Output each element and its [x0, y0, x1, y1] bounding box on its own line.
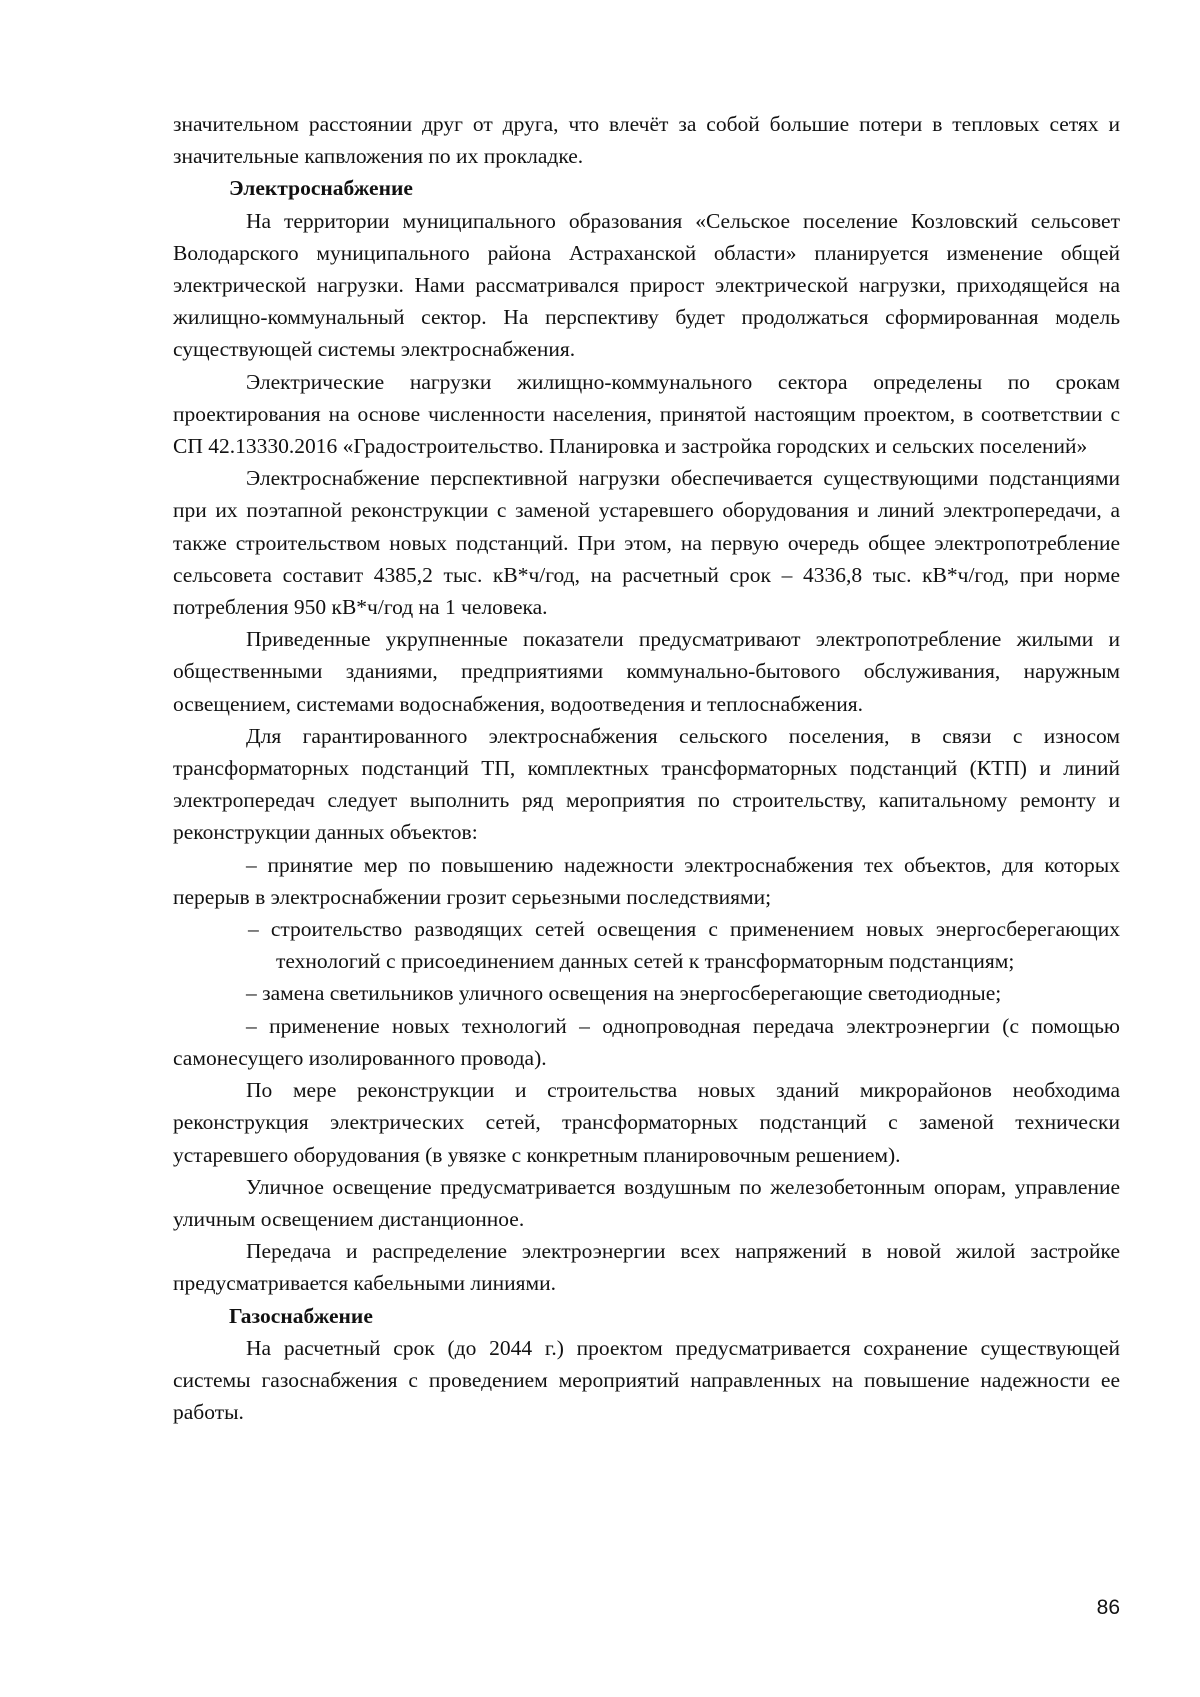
list-item-single-wire: – применение новых технологий – однопроводная передача электроэнергии (с помощью самонесущего изолированного провода).	[173, 1013, 1120, 1070]
list-item-lighting-networks: – строительство разводящих сетей освещения с применением новых энергосберегающих технологий с присоединением данных сетей к трансформаторным подстанциям;	[248, 917, 1120, 974]
paragraph-measures-intro: Для гарантированного электроснабжения сельского поселения, в связи с износом трансформаторных подстанций ТП, комплектных трансформаторных подстанций (КТП) и линий электропередач следует выполнить ряд мероприятия по строительству, капитальному ремонту и реконструкции данных объектов:	[173, 723, 1120, 845]
document-body	[173, 108, 1120, 1428]
list-item-reliability: – принятие мер по повышению надежности электроснабжения тех объектов, для которых перерыв в электроснабжении грозит серьезными последствиями;	[173, 852, 1120, 909]
paragraph-consumption: Электроснабжение перспективной нагрузки обеспечивается существующими подстанциями при их поэтапной реконструкции с заменой устаревшего оборудования и линий электропередачи, а также строительством новых подстанций. При этом, на первую очередь общее электропотребление сельсовета составит 4385,2 тыс. кВ*ч/год, на расчетный срок – 4336,8 тыс. кВ*ч/год, при норме потребления 950 кВ*ч/год на 1 человека.	[173, 466, 1120, 620]
paragraph-reconstruction: По мере реконструкции и строительства новых зданий микрорайонов необходима реконструкция электрических сетей, трансформаторных подстанций с заменой технически устаревшего оборудования (в увязке с конкретным планировочным решением).	[173, 1078, 1120, 1167]
list-item-led-replacement: – замена светильников уличного освещения на энергосберегающие светодиодные;	[246, 981, 1002, 1006]
paragraph-continuation: значительном расстоянии друг от друга, что влечёт за собой большие потери в тепловых сетях и значительные капвложения по их прокладке.	[173, 112, 1120, 169]
paragraph-load-change: На территории муниципального образования «Сельское поселение Козловский сельсовет Володарского муниципального района Астраханской области» планируется изменение общей электрической нагрузки. Нами рассматривался прирост электрической нагрузки, приходящейся на жилищно-коммунальный сектор. На перспективу будет продолжаться сформированная модель существующей системы электроснабжения.	[173, 208, 1120, 362]
page-number: 86	[1096, 1596, 1120, 1619]
paragraph-cable-lines: Передача и распределение электроэнергии всех напряжений в новой жилой застройке предусматривается кабельными линиями.	[173, 1239, 1120, 1296]
paragraph-street-lighting: Уличное освещение предусматривается воздушным по железобетонным опорам, управление уличным освещением дистанционное.	[173, 1174, 1120, 1231]
paragraph-load-norms: Электрические нагрузки жилищно-коммунального сектора определены по срокам проектирования на основе численности населения, принятой настоящим проектом, в соответствии с СП 42.13330.2016 «Градостроительство. Планировка и застройка городских и сельских поселений»	[173, 369, 1120, 459]
heading-electricity-supply: Электроснабжение	[229, 176, 413, 201]
paragraph-gas-supply: На расчетный срок (до 2044 г.) проектом предусматривается сохранение существующей системы газоснабжения с проведением мероприятий направленных на повышение надежности ее работы.	[173, 1335, 1120, 1425]
heading-gas-supply: Газоснабжение	[229, 1303, 373, 1328]
paragraph-indicators: Приведенные укрупненные показатели предусматривают электропотребление жилыми и общественными зданиями, предприятиями коммунально-бытового обслуживания, наружным освещением, системами водоснабжения, водоотведения и теплоснабжения.	[173, 627, 1120, 716]
